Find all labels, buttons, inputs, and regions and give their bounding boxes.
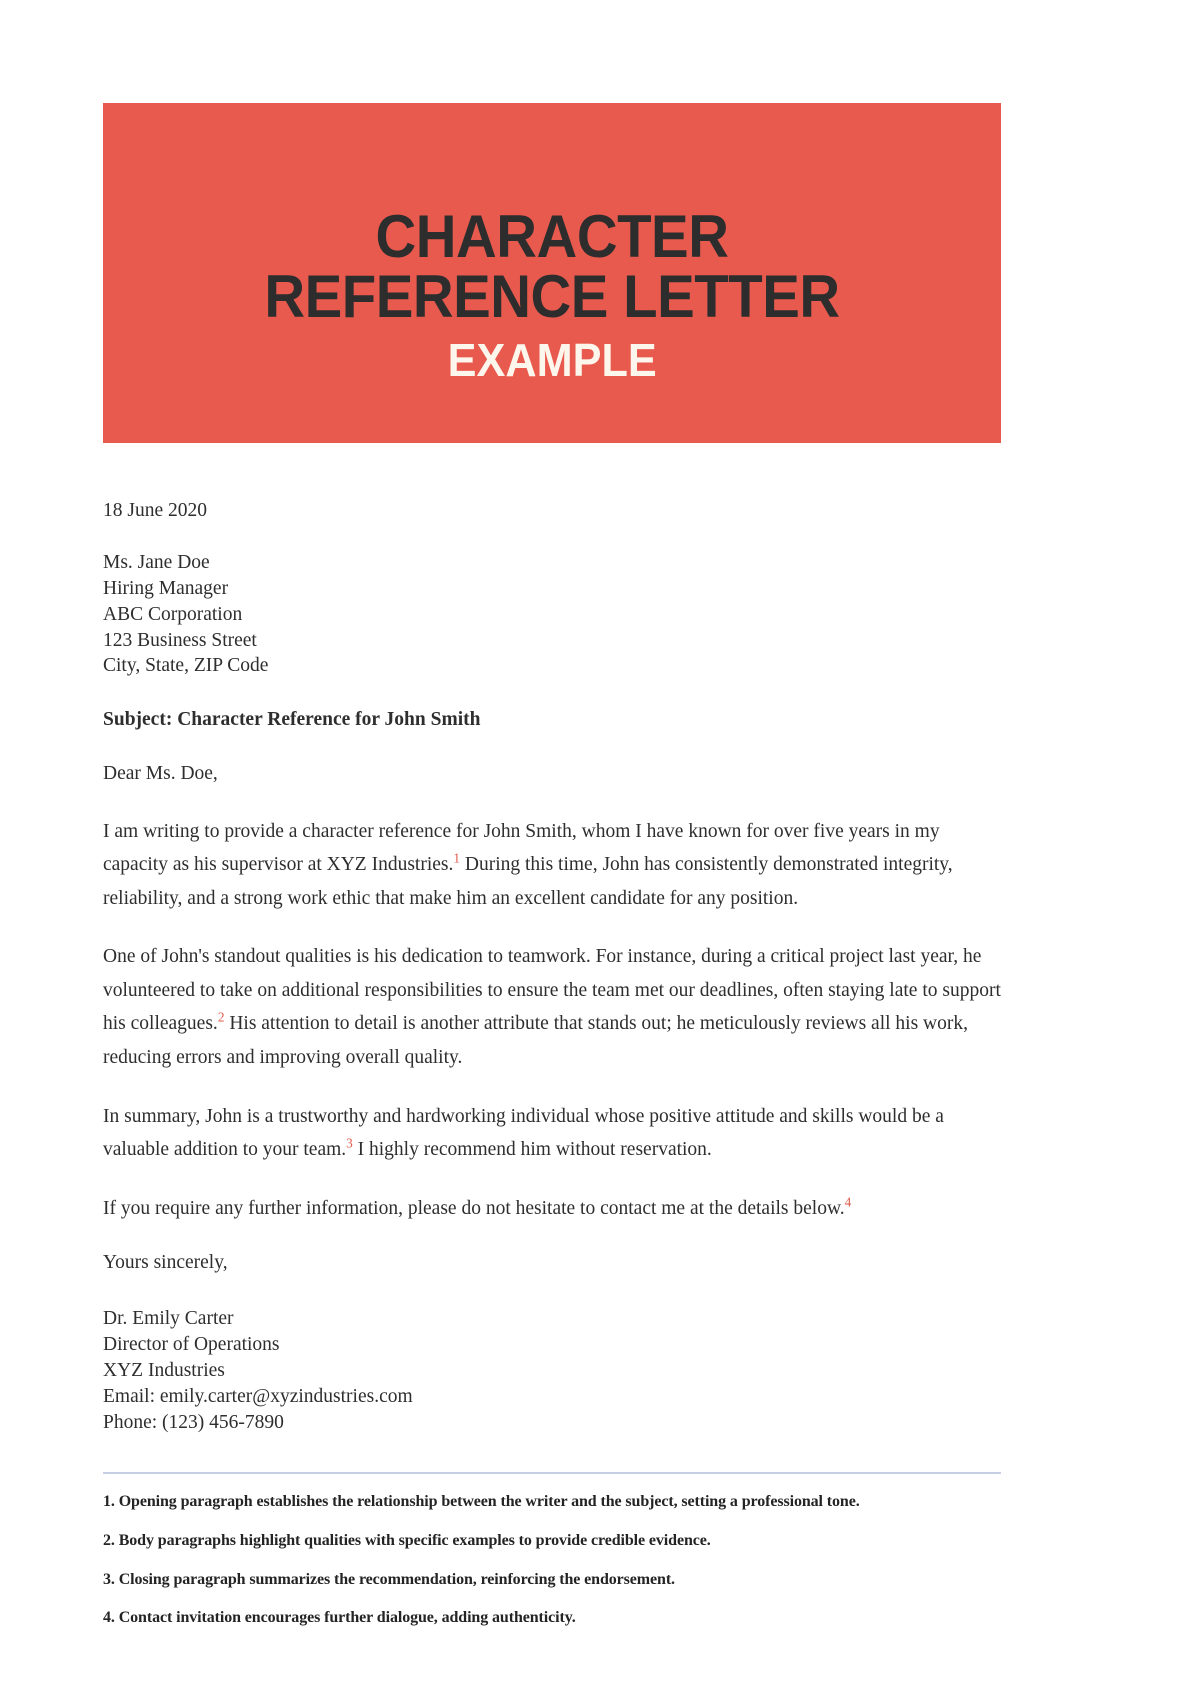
footnote-marker-1: 1 xyxy=(453,850,460,866)
signature-email: Email: emily.carter@xyzindustries.com xyxy=(103,1385,413,1407)
recipient-line: Ms. Jane Doe xyxy=(103,551,210,573)
footnote-item: 3. Closing paragraph summarizes the recommendation, reinforcing the endorsement. xyxy=(103,1570,675,1588)
document-title: CHARACTER REFERENCE LETTER xyxy=(264,203,840,330)
paragraph-text-before: If you require any further information, please do not hesitate to contact me at the details below. xyxy=(103,1197,845,1219)
paragraph-text-after: I highly recommend him without reservation. xyxy=(352,1139,712,1161)
signature-company: XYZ Industries xyxy=(103,1359,225,1381)
footnote-item: 4. Contact invitation encourages further dialogue, adding authenticity. xyxy=(103,1609,576,1627)
document-subtitle: EXAMPLE xyxy=(447,334,657,386)
signature-block xyxy=(103,1306,1001,1436)
footnote-item: 1. Opening paragraph establishes the relationship between the writer and the subject, setting a professional tone. xyxy=(103,1493,860,1510)
footnotes-divider xyxy=(103,1472,1001,1474)
paragraph-text-after: His attention to detail is another attribute that stands out; he meticulously reviews all his work, reducing errors and improving overall quality. xyxy=(103,1013,968,1068)
paragraph-text-after: During this time, John has consistently demonstrated integrity, reliability, and a strong work ethic that make him an excellent candidate for any position. xyxy=(103,854,953,909)
letter-date: 18 June 2020 xyxy=(103,500,207,521)
header-banner xyxy=(103,103,1001,443)
letter-body xyxy=(103,498,1001,1435)
signature-phone: Phone: (123) 456-7890 xyxy=(103,1411,284,1433)
paragraph-text-before: In summary, John is a trustworthy and hardworking individual whose positive attitude and skills would be a valuable addition to your team. xyxy=(103,1105,944,1161)
body-paragraph-3 xyxy=(103,1100,1001,1167)
footnotes-section xyxy=(103,1472,1001,1647)
recipient-address-block xyxy=(103,550,1001,680)
paragraph-text-before: I am writing to provide a character reference for John Smith, whom I have known for over five years in my capacity as his supervisor at XYZ Industries. xyxy=(103,820,940,876)
paragraph-text-before: One of John's standout qualities is his dedication to teamwork. For instance, during a critical project last year, he volunteered to take on additional responsibilities to ensure the team met our deadlines, often staying late to support his colleagues. xyxy=(103,946,1001,1035)
recipient-line: Hiring Manager xyxy=(103,577,229,599)
signature-name: Dr. Emily Carter xyxy=(103,1307,234,1329)
footnote-item: 2. Body paragraphs highlight qualities with specific examples to provide credible evidence. xyxy=(103,1531,711,1549)
body-paragraph-2 xyxy=(103,940,1001,1074)
subject-line: Subject: Character Reference for John Smith xyxy=(103,709,481,731)
closing-line: Yours sincerely, xyxy=(103,1252,228,1274)
salutation: Dear Ms. Doe, xyxy=(103,763,218,785)
body-paragraph-1 xyxy=(103,815,1001,916)
signature-title: Director of Operations xyxy=(103,1333,280,1355)
recipient-line: City, State, ZIP Code xyxy=(103,655,269,677)
recipient-line: ABC Corporation xyxy=(103,603,243,625)
recipient-line: 123 Business Street xyxy=(103,629,257,651)
body-paragraph-4 xyxy=(103,1192,1001,1226)
footnote-marker-4: 4 xyxy=(844,1194,852,1210)
footnote-marker-2: 2 xyxy=(217,1009,225,1025)
footnote-marker-3: 3 xyxy=(346,1135,353,1151)
